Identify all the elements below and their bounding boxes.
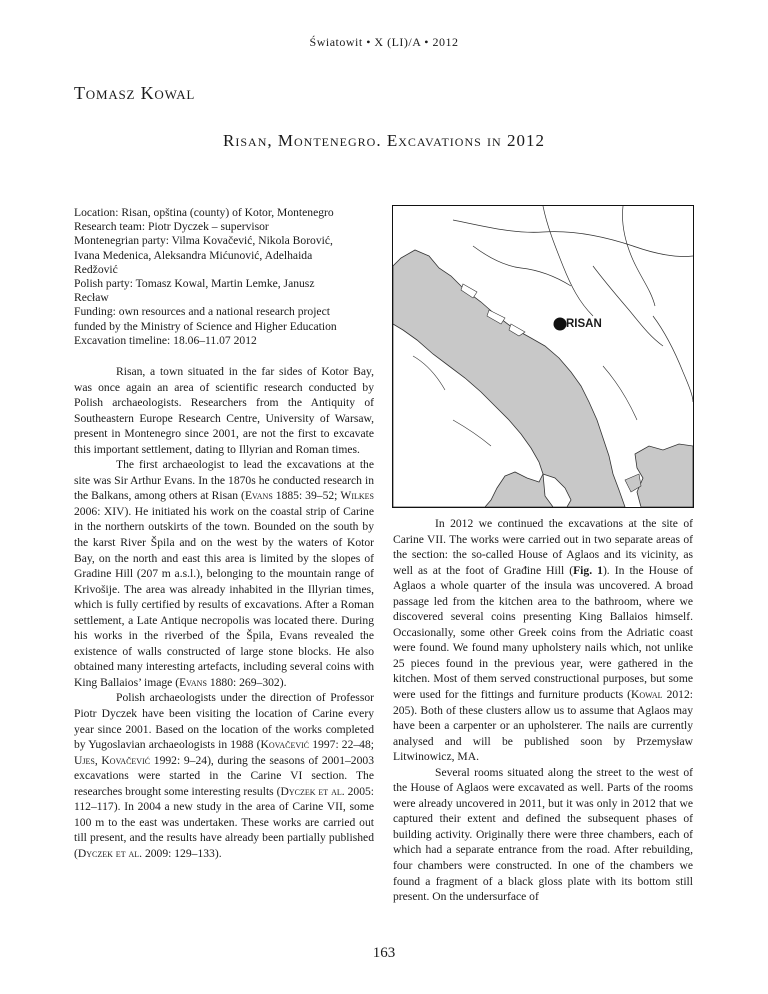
river bbox=[543, 206, 593, 316]
meta-montenegrin-line-3: Redžović bbox=[74, 262, 118, 276]
aegean-sea bbox=[635, 444, 693, 507]
excavation-metadata bbox=[74, 206, 374, 348]
meta-funding-line-1: Funding: own resources and a national research project bbox=[74, 305, 330, 319]
citation-author: Evans bbox=[179, 675, 207, 689]
citation-author: Kovačević bbox=[260, 738, 310, 752]
citation-author: Dyczek et al. bbox=[280, 784, 345, 798]
meta-funding-line-2: funded by the Ministry of Science and Higher Education bbox=[74, 319, 337, 333]
citation-author: Ujes, Kovačević bbox=[74, 753, 151, 767]
river bbox=[653, 316, 693, 402]
paragraph: Polish archaeologists under the direction of Professor Piotr Dyczek have been visiting the location of Carine every year since 2001. Based on the location of the works completed by Yugoslavian archaeologists in 1988 (Kovačević 1997: 22–48; Ujes, Kovačević 1992: 9–24), during the seasons of 2001–2003 excavations were started in the Carine VI section. The researches brought some interesting results (Dyczek et al. 2005: 112–117). In 2004 a new study in the area of Carine VII, some 100 m to the east was undertaken. These works are carried out till present, and the results have already been partially published (Dyczek et al. 2009: 129–133). bbox=[74, 691, 375, 860]
meta-polish-line-1: Polish party: Tomasz Kowal, Martin Lemke, Janusz bbox=[74, 277, 315, 291]
paragraph: In 2012 we continued the excavations at the site of Carine VII. The works were carried out in two separate areas of the section: the so-called House of Aglaos and its vicinity, as well as at the foot of Građine Hill (Fig. 1). In the House of Aglaos a whole quarter of the insula was uncovered. A broad passage led from the kitchen area to the bathroom, where we discovered several coins presenting King Ballaios himself. Occasionally, some other Greek coins from the Adriatic coast were found. We found many upholstery nails which, not unlike 25 pieces found in the previous year, were gathered in the kitchen. Most of them served constructional purposes, but some were used for the fittings and furniture products (Kowal 2012: 205). Both of these clusters allow us to assume that Aglaos may have been a carpenter or an upholsterer. The nails are currently analysed and will be published soon by Przemysław Litwinowicz, MA. bbox=[393, 517, 694, 764]
meta-location: Location: Risan, opština (county) of Kotor, Montenegro bbox=[74, 206, 334, 219]
citation-author: Dyczek et al. bbox=[77, 846, 143, 860]
citation-author: Wilkes bbox=[340, 489, 374, 503]
citation-author: Evans bbox=[244, 489, 273, 503]
risan-marker bbox=[554, 318, 567, 331]
map-graphic bbox=[393, 206, 693, 507]
left-column bbox=[74, 364, 374, 862]
river bbox=[453, 220, 693, 257]
meta-polish-line-2: Recław bbox=[74, 291, 109, 305]
article-title: Risan, Montenegro. Excavations in 2012 bbox=[223, 131, 545, 150]
map-label-risan: RISAN bbox=[566, 318, 602, 330]
meta-montenegrin-line-2: Ivana Medenica, Aleksandra Mićunović, Adelhaida bbox=[74, 248, 313, 262]
figure-reference: Fig. 1 bbox=[573, 563, 603, 577]
meta-team: Research team: Piotr Dyczek – supervisor bbox=[74, 220, 269, 234]
paragraph: Several rooms situated along the street to the west of the House of Aglaos were excavated as well. Parts of the rooms were already uncovered in 2011, but it was only in 2012 that we captured their extent and defined the subsequent phases of building activity. Originally there were three chambers, each of which had a separate entrance from the road. After rebuilding, four chambers were constructed. In one of the chambers we found a fragment of a black gloss plate with its bottom still present. On the undersurface of bbox=[393, 765, 693, 904]
paragraph: The first archaeologist to lead the excavations at the site was Sir Arthur Evans. In the 1870s he conducted research in the Balkans, among others at Risan (Evans 1885: 39–52; Wilkes 2006: XIV). He initiated his work on the coastal strip of Carine in the northern outskirts of the town. Bounded on the south by the karst River Špila and on the west by the waters of Kotor Bay, on the north and east this area is limited by the slopes of Gradine Hill (207 m a.s.l.), belonging to the mountain range of Krivošije. The area was already inhabited in the Illyrian times, which is fully certified by results of excavations. After a Roman settlement, a Late Antique necropolis was located there. During his works in the riverbed of the Špila, Evans revealed the existence of walls constructed of large stone blocks. He also obtained many interesting artefacts, including several coins with King Ballaios’ image (Evans 1880: 269–302). bbox=[74, 458, 374, 689]
citation-author: Kowal bbox=[631, 688, 663, 702]
river bbox=[473, 246, 571, 286]
page-number: 163 bbox=[372, 945, 396, 961]
running-head: Światowit • X (LI)/A • 2012 bbox=[309, 35, 459, 49]
river bbox=[622, 206, 655, 306]
location-map bbox=[392, 205, 694, 508]
paragraph: Risan, a town situated in the far sides of Kotor Bay, was once again an area of scientific research conducted by Polish archaeologists. Researchers from the Antiquity of Southeastern Europe Research Centre, University of Warsaw, present in Montenegro since 2001, are not the first to excavate this important settlement, dating to Illyrian and Roman times. bbox=[74, 365, 374, 456]
meta-montenegrin-line-1: Montenegrian party: Vilma Kovačević, Nikola Borović, bbox=[74, 234, 333, 248]
river bbox=[593, 266, 663, 346]
right-column bbox=[393, 516, 693, 905]
river bbox=[603, 366, 637, 420]
author-name: Tomasz Kowal bbox=[74, 83, 196, 103]
meta-timeline: Excavation timeline: 18.06–11.07 2012 bbox=[74, 333, 257, 347]
